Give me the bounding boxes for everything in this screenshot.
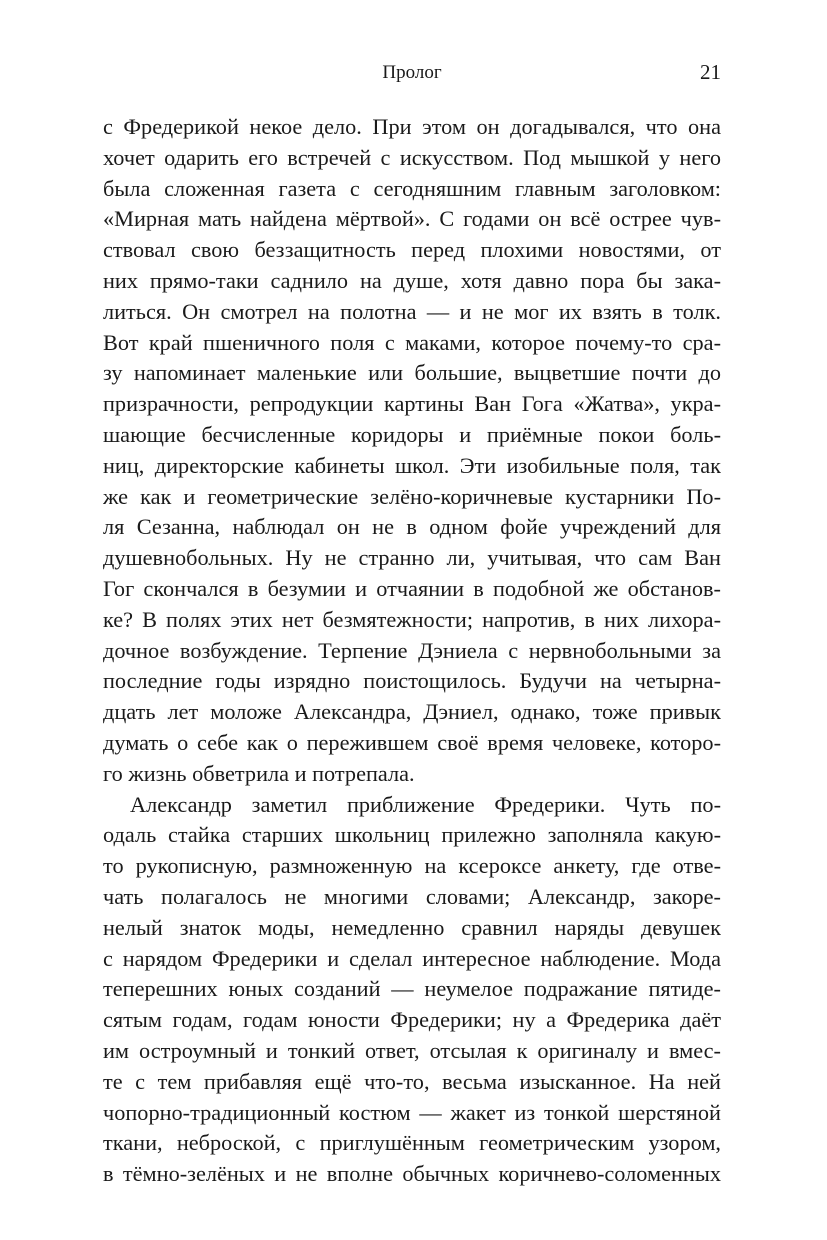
text-line: них прямо-таки саднило на душе, хотя давно пора бы зака- bbox=[103, 267, 721, 293]
body-text bbox=[103, 112, 721, 1190]
text-line: Вот край пшеничного поля с маками, которое почему-то сра- bbox=[103, 329, 721, 355]
text-line: литься. Он смотрел на полотна — и не мог их взять в толк. bbox=[103, 298, 721, 324]
text-line: теперешних юных созданий — неумелое подражание пятиде- bbox=[103, 976, 721, 1002]
text-line: дочное возбуждение. Терпение Дэниела с нервнобольными за bbox=[103, 637, 721, 663]
text-line: Александр заметил приближение Фредерики. Чуть по- bbox=[130, 791, 721, 817]
text-line: думать о себе как о пережившем своё время человеке, которо- bbox=[103, 729, 721, 755]
text-line: в тёмно-зелёных и не вполне обычных коричнево-соломенных bbox=[103, 1161, 721, 1187]
text-line: те с тем прибавляя ещё что-то, весьма изысканное. На ней bbox=[103, 1068, 721, 1094]
text-line: «Мирная мать найдена мёртвой». С годами он всё острее чув- bbox=[103, 206, 721, 232]
paragraph bbox=[103, 790, 721, 1190]
text-line: дцать лет моложе Александра, Дэниел, однако, тоже привык bbox=[103, 699, 721, 725]
text-line: нелый знаток моды, немедленно сравнил наряды девушек bbox=[103, 914, 721, 940]
text-line: ля Сезанна, наблюдал он не в одном фойе учреждений для bbox=[103, 514, 721, 540]
text-line: одаль стайка старших школьниц прилежно заполняла какую- bbox=[103, 822, 721, 848]
text-line: им остроумный и тонкий ответ, отсылая к оригиналу и вмес- bbox=[103, 1037, 721, 1063]
text-line: же как и геометрические зелёно-коричневые кустарники По- bbox=[103, 483, 721, 509]
text-line: сятым годам, годам юности Фредерики; ну а Фредерика даёт bbox=[103, 1007, 721, 1033]
page-header bbox=[103, 58, 721, 88]
text-line: последние годы изрядно поистощилось. Будучи на четырна- bbox=[103, 668, 721, 694]
text-line: ниц, директорские кабинеты школ. Эти изобильные поля, так bbox=[103, 452, 721, 478]
text-line: была сложенная газета с сегодняшним главным заголовком: bbox=[103, 175, 721, 201]
text-line: то рукописную, размноженную на ксероксе анкету, где отве- bbox=[103, 853, 721, 879]
text-line: чопорно-традиционный костюм — жакет из тонкой шерстяной bbox=[103, 1099, 721, 1125]
text-line: зу напоминает маленькие или большие, выцветшие почти до bbox=[103, 360, 721, 386]
text-line: ткани, неброской, с приглушённым геометрическим узором, bbox=[103, 1130, 721, 1156]
text-line: го жизнь обветрила и потрепала. bbox=[103, 760, 415, 786]
text-line: ке? В полях этих нет безмятежности; напротив, в них лихора- bbox=[103, 606, 721, 632]
paragraph bbox=[103, 112, 721, 790]
text-line: призрачности, репродукции картины Ван Гога «Жатва», укра- bbox=[103, 391, 721, 417]
text-line: с Фредерикой некое дело. При этом он догадывался, что она bbox=[103, 114, 721, 139]
running-title: Пролог bbox=[382, 62, 442, 83]
text-line: Гог скончался в безумии и отчаянии в подобной же обстанов- bbox=[103, 575, 721, 601]
text-line: душевнобольных. Ну не странно ли, учитывая, что сам Ван bbox=[103, 545, 721, 571]
text-line: чать полагалось не многими словами; Александр, закоре- bbox=[103, 883, 721, 909]
page-number: 21 bbox=[700, 60, 721, 84]
text-line: ствовал свою беззащитность перед плохими новостями, от bbox=[103, 237, 721, 263]
text-line: с нарядом Фредерики и сделал интересное наблюдение. Мода bbox=[103, 945, 721, 971]
text-line: шающие бесчисленные коридоры и приёмные покои боль- bbox=[103, 421, 721, 447]
text-line: хочет одарить его встречей с искусством. Под мышкой у него bbox=[103, 144, 721, 170]
